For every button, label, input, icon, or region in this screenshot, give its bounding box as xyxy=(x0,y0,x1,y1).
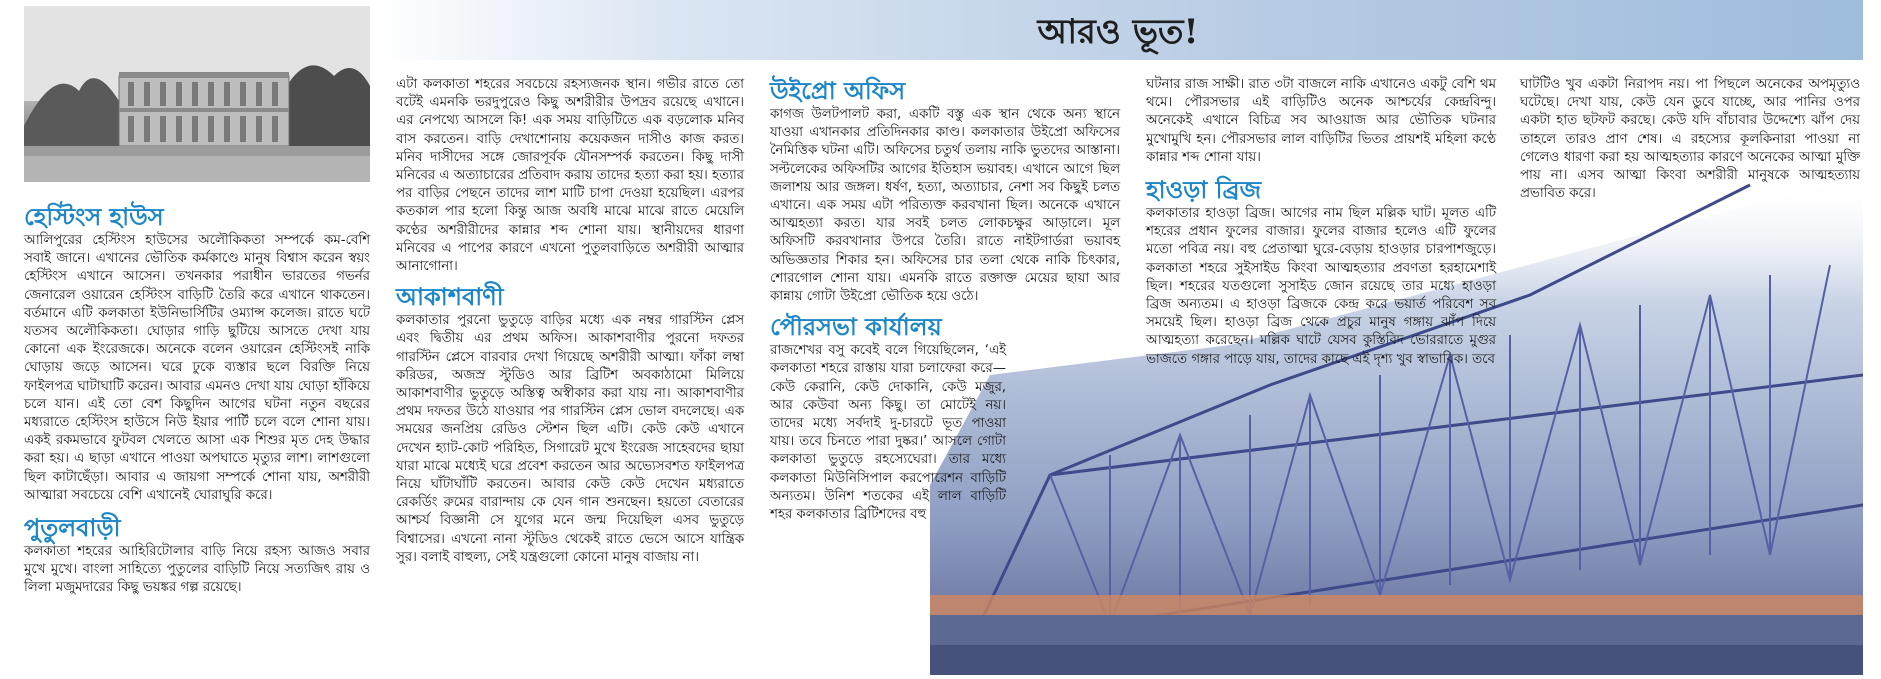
column-4 xyxy=(1146,76,1496,369)
section-heading-putulbari: পুতুলবাড়ী xyxy=(24,513,121,543)
section-heading-hastings: হেস্টিংস হাউস xyxy=(24,202,164,231)
section-body-col2-intro: এটা কলকাতা শহরের সবচেয়ে রহস্যজনক স্থান। গভীর রাতে তো বটেই এমনকি ভরদুপুরেও কিছু অশরীরীর উপদ্রব রয়েছে এখানে। এর নেপথ্যে আসলে কি! এক সময় বাড়িটিতে এক বড়লোক মনিব বাস করতেন। বাড়ি দেখাশোনায় কয়েকজন দাসীও কাজ করত। মনিব দাসীদের সঙ্গে জোরপূর্বক যৌনসম্পর্ক করতেন। কিছু দাসী মনিবের এ অত্যাচারের প্রতিবাদ করায় তাদের হত্যা করা হয়। হত্যার পর বাড়ির পেছনে তাদের লাশ মাটি চাপা দেওয়া হয়েছিল। এরপর কতকাল পার হলো কিন্তু আজ অবধি মাঝে মাঝে রাতে মেয়েলি কণ্ঠের অশরীরীদের কান্নার শব্দ শোনা যায়। স্থানীয়দের ধারণা মনিবের এ পাপের কারণে এখনো পুতুলবাড়িতে অশরীরী আত্মার আনাগোনা। xyxy=(396,77,744,275)
section-heading-pourashava: পৌরসভা কার্যালয় xyxy=(770,312,942,342)
section-body-akashbani: কলকাতার পুরনো ভুতুড়ে বাড়ির মধ্যে এক নম্বর গারস্টিন প্লেস এবং দ্বিতীয় এর প্রথম অফিস। আকাশবাণীর পুরনো দফতর গারস্টিন প্লেসে বারবার দেখা গিয়েছে অশরীরী আত্মা। ফাঁকা লম্বা করিডর, অজস্র স্টুডিও আর ব্রিটিশ অবকাঠামো মিলিয়ে আকাশবাণীর ভুতুড়ে অস্তিত্ব অস্বীকার করা যায় না। আকাশবাণীর প্রথম দফতর উঠে যাওয়ার পর গারস্টিন প্লেস ভোল বদলেছে। এক সময়ের জনপ্রিয় রেডিও স্টেশন ছিল এটি। কেউ কেউ এখানে দেখেন হ্যাট-কোট পরিহিত, সিগারেট মুখে ইংরেজ সাহেবদের ছায়া যারা মাঝে মধ্যেই ঘরে প্রবেশ করতেন আর অভ্যেসবশত ফাইলপত্র নিয়ে ঘাঁটাঘাঁটি করতেন। আবার কেউ কেউ দেখেন মধ্যরাতে রেকর্ডিং রুমের বারান্দায় কে যেন গান শুনছেন। হয়তো বেতারের আশ্চর্য বিজ্ঞানী সে যুগের মনে জন্ম দিয়েছিল এসব ভুতুড়ে বিশ্বাসের। এখনো নানা স্টুডিও থেকেই রাতে ভেসে আসে যান্ত্রিক সুর। বলাই বাহুল্য, সেই যন্ত্রগুলো কোনো মানুষ বাজায় না। xyxy=(396,313,744,565)
title-banner xyxy=(373,0,1863,60)
section-heading-howrah: হাওড়া ব্রিজ xyxy=(1146,175,1262,205)
section-body-howrah: কলকাতার হাওড়া ব্রিজ। আগের নাম ছিল মল্লিক ঘাট। মূলত এটি শহরের প্রধান ফুলের বাজার। ফুলের বাজার হলেও এটি ফুলের মতো পবিত্র নয়। বহু প্রেতাত্মা ঘুরে-বেড়ায় হাওড়ার চারপাশজুড়ে। কলকাতা শহরে সুইসাইড কিংবা আত্মহত্যার প্রবণতা হরহামেশাই ছিল। শহরের যতগুলো সুসাইড জোন রয়েছে তার মধ্যে হাওড়া ব্রিজ অন্যতম। এ হাওড়া ব্রিজকে কেন্দ্র করে ভয়ার্ত পরিবেশ সব সময়েই ছিল। হাওড়া ব্রিজ থেকে প্রচুর মানুষ গঙ্গায় ঝাঁপ দিয়ে আত্মহত্যা করেছেন। মল্লিক ঘাটে যেসব কুস্তিবিদ ভোররাতে মুগুর ভাজতে গঙ্গার পাড়ে যায়, তাদের কাছে এই দৃশ্য খুব স্বাভাবিক। তবে xyxy=(1146,206,1496,367)
section-heading-wipro: উইপ্রো অফিস xyxy=(770,76,906,105)
section-heading-akashbani: আকাশবাণী xyxy=(396,282,504,312)
section-body-pourashava: রাজশেখর বসু কবেই বলে গিয়েছিলেন, ‘এই কলকাতা শহরে রাস্তায় যারা চলাফেরা করে— কেউ কেরানি, কেউ দোকানি, কেউ মজুর, আর কেউবা অন্য কিছু। তা মোটেই নয়। তাদের মধ্যে সর্বদাই দু-চারটে ভূত পাওয়া যায়। তবে চিনতে পারা দুষ্কর।’ আসলে গোটা কলকাতা ভুতুড়ে রহস্যেঘেরা। তার মধ্যে কলকাতা মিউনিসিপাল করপোরেশন বাড়িটি অন্যতম। উনিশ শতকের এই লাল বাড়িটি শহর কলকাতার ব্রিটিশদের বহু xyxy=(770,343,1006,523)
page-title: আরও ভূত! xyxy=(1037,12,1199,52)
column-1 xyxy=(24,200,370,598)
section-body-col4-intro: ঘটনার রাজ সাক্ষী। রাত ৩টা বাজলে নাকি এখানেও একটু বেশি থম থমে। পৌরসভার এই বাড়িটিও অনেক আশ্চর্যের কেন্দ্রবিন্দু। অনেকেই এখানে বিচিত্র সব আওয়াজ আর ভৌতিক ঘটনার মুখোমুখি হন। পৌরসভার লাল বাড়িটির ভিতর প্রায়শই মহিলা কণ্ঠে কান্নার শব্দ শোনা যায়। xyxy=(1146,77,1496,165)
column-2 xyxy=(396,76,744,567)
section-body-hastings: আলিপুরের হেস্টিংস হাউসের অলৌকিকতা সম্পর্কে কম-বেশি সবাই জানে। এখানের ভৌতিক কর্মকাণ্ডে মানুষ বিশ্বাস করেন স্বয়ং হেস্টিংস এখানে আসেন। তখনকার পরাধীন ভারতের গভর্নর জেনারেল ওয়ারেন হেস্টিংস বাড়িটি তৈরি করে এখানে থাকতেন। বর্তমানে এটি কলকাতা ইউনিভার্সিটির ওম্যান্স কলেজ। রাতে ঘটে যতসব অলৌকিকতা। ঘোড়ার গাড়ি ছুটিয়ে আসতে দেখা যায় কোনো এক ইংরেজকে। অনেকে বলেন ওয়ারেন হেস্টিংসই নাকি ঘোড়ায় জড়ে আসেন। ঘরে ঢুকে ব্যস্তার ছলে বিরক্তি নিয়ে ফাইলপত্র ঘাটাঘাটি করেন। আবার এমনও দেখা যায় ঘোড়া হাঁকিয়ে চলে যান। এই তো বেশ কিছুদিন আগের ঘটনা নতুন বছরের মধ্যরাতে হেস্টিংস হাউসে নিউ ইয়ার পার্টি চলে বলে শোনা যায়। একই রকমভাবে ফুটবল খেলতে আসা এক শিশুর মৃত দেহ উদ্ধার করা হয়। এ ছাড়া এখানে পাওয়া অপঘাতে মৃত্যুর লাশ। লাশগুলো ছিল কাটাছেঁড়া। আবার এ জায়গা সম্পর্কে শোনা যায়, অশরীরী আত্মারা সবচেয়ে বেশি এখানেই ঘোরাঘুরি করে। xyxy=(24,233,370,503)
column-3 xyxy=(770,74,1120,524)
section-body-wipro: কাগজ উলটপালট করা, একটি বস্তু এক স্থান থেকে অন্য স্থানে যাওয়া এখানকার প্রতিদিনকার কাণ্ড। কলকাতার উইপ্রো অফিসের নৈমিত্তিক ঘটনা এটি। অফিসের চতুর্থ তলায় নাকি ভুতদের আস্তানা। সল্টলেকের অফিসটির আগের ইতিহাস ভয়াবহ। এখানে আগে ছিল জলাশয় আর জঙ্গল। ধর্ষণ, হত্যা, অত্যাচার, নেশা সব কিছুই চলত এখানে। এক সময় এটা পরিত্যক্ত করবখানা ছিল। অনেকে এখানে আত্মহত্যা করত। যার সবই চলত লোকচক্ষুর আড়ালে। মূল অফিসটি করবখানার উপরে তৈরি। রাতে নাইটগার্ডরা ভয়াবহ অভিজ্ঞতার শিকার হন। অফিসের চার তলা থেকে নাকি চিৎকার, শোরগোল শোনা যায়। এমনকি রাতে রক্তাক্ত মেয়ের ছায়া আর কান্নায় গোটা উইপ্রো ভৌতিক হয়ে ওঠে। xyxy=(770,107,1120,305)
hastings-house-photo xyxy=(24,6,370,182)
column-5 xyxy=(1520,76,1860,203)
section-body-col5: ঘাটটিও খুব একটা নিরাপদ নয়। পা পিছলে অনেকের অপমৃত্যুও ঘটেছে। দেখা যায়, কেউ যেন ডুবে যাচ্ছে, আর পানির ওপর একটা হাত ছটফট করছে। কেউ যদি বাঁচাবার উদ্দেশ্যে ঝাঁপ দেয় তাহলে তারও প্রাণ শেষ। এ রহস্যের কূলকিনারা পাওয়া না গেলেও ধারণা করা হয় আত্মহত্যার কারণে অনেকের আত্মা মুক্তি পায় না। এসব আত্মা কিংবা অশরীরী মানুষকে আত্মহত্যায় প্রভাবিত করে। xyxy=(1520,77,1860,202)
section-body-putulbari: কলকাতা শহরের আহিরিটোলার বাড়ি নিয়ে রহস্য আজও সবার মুখে মুখে। বাংলা সাহিত্যে পুতুলের বাড়িটি নিয়ে সত্যজিৎ রায় ও লিলা মজুমদারের কিছু ভয়ঙ্কর গল্প রয়েছে। xyxy=(24,544,370,596)
